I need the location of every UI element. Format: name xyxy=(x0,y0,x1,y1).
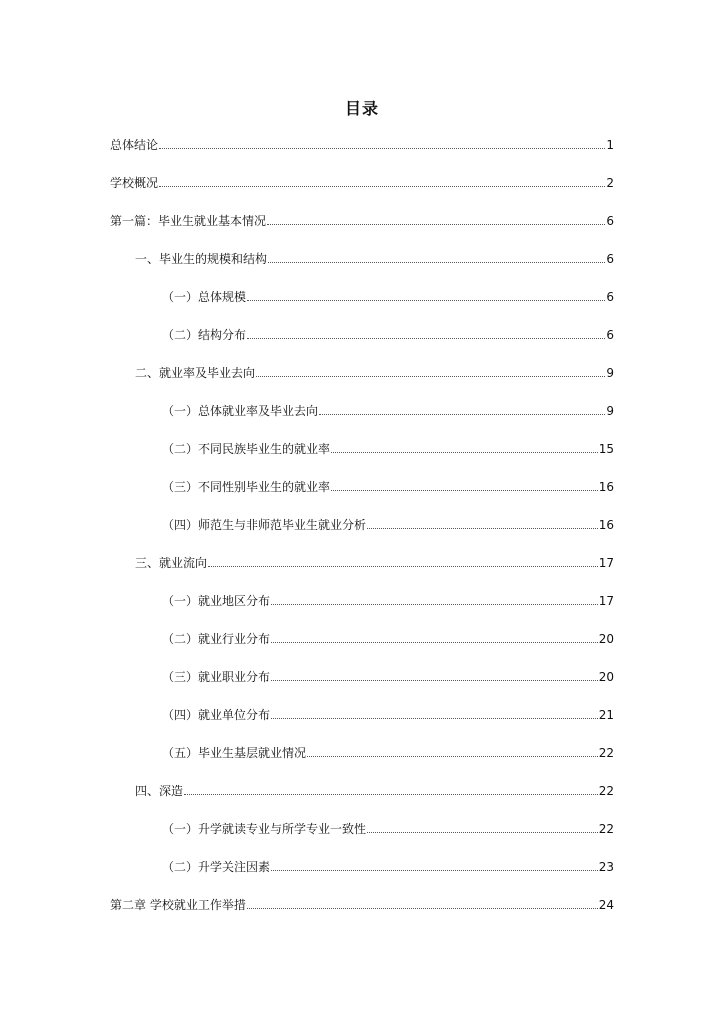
toc-entry-page-number: 6 xyxy=(606,290,614,304)
toc-dot-leader xyxy=(208,566,598,567)
toc-entry-page-number: 20 xyxy=(598,670,614,684)
toc-dot-leader xyxy=(307,756,598,757)
toc-entry-page-number: 15 xyxy=(598,442,614,456)
toc-dot-leader xyxy=(256,376,605,377)
toc-entry[interactable] xyxy=(162,668,614,686)
toc-entry[interactable] xyxy=(162,592,614,610)
toc-entry[interactable] xyxy=(162,706,614,724)
toc-dot-leader xyxy=(159,148,605,149)
toc-entry-label: （五）毕业生基层就业情况 xyxy=(162,746,307,760)
toc-entry[interactable] xyxy=(162,858,614,876)
toc-entry-label: （四）就业单位分布 xyxy=(162,708,271,722)
toc-dot-leader xyxy=(271,680,598,681)
toc-dot-leader xyxy=(159,186,605,187)
toc-dot-leader xyxy=(271,718,598,719)
toc-dot-leader xyxy=(247,908,598,909)
toc-dot-leader xyxy=(267,224,605,225)
toc-entry-label: （三）不同性别毕业生的就业率 xyxy=(162,480,331,494)
toc-entry[interactable] xyxy=(110,896,614,914)
toc-entry-label: （三）就业职业分布 xyxy=(162,670,271,684)
toc-entry[interactable] xyxy=(162,288,614,306)
toc-entry[interactable] xyxy=(162,402,614,420)
toc-entry[interactable] xyxy=(110,136,614,154)
toc-entry[interactable] xyxy=(135,364,614,382)
toc-dot-leader xyxy=(247,300,605,301)
toc-entry-page-number: 22 xyxy=(598,784,614,798)
toc-entry-label: 总体结论 xyxy=(110,138,159,152)
toc-title: 目录 xyxy=(344,99,379,118)
toc-entry-page-number: 6 xyxy=(606,328,614,342)
toc-entry-page-number: 2 xyxy=(606,176,614,190)
toc-dot-leader xyxy=(271,642,598,643)
toc-dot-leader xyxy=(184,794,598,795)
toc-entry-page-number: 9 xyxy=(606,404,614,418)
toc-entry[interactable] xyxy=(135,250,614,268)
toc-entry-label: （二）不同民族毕业生的就业率 xyxy=(162,442,331,456)
toc-entry-page-number: 1 xyxy=(606,138,614,152)
toc-entry[interactable] xyxy=(162,478,614,496)
toc-entry-label: （一）就业地区分布 xyxy=(162,594,271,608)
toc-entry-label: 第一篇：毕业生就业基本情况 xyxy=(110,214,267,228)
toc-entry[interactable] xyxy=(110,174,614,192)
toc-entry[interactable] xyxy=(162,440,614,458)
toc-entry[interactable] xyxy=(162,630,614,648)
toc-entry-page-number: 21 xyxy=(598,708,614,722)
toc-entry-page-number: 22 xyxy=(598,746,614,760)
toc-dot-leader xyxy=(271,870,598,871)
toc-dot-leader xyxy=(331,452,598,453)
toc-entry-label: （一）升学就读专业与所学专业一致性 xyxy=(162,822,367,836)
toc-dot-leader xyxy=(247,338,605,339)
toc-entry[interactable] xyxy=(135,782,614,800)
toc-entry[interactable] xyxy=(162,516,614,534)
toc-dot-leader xyxy=(319,414,605,415)
toc-entry-page-number: 20 xyxy=(598,632,614,646)
toc-dot-leader xyxy=(331,490,598,491)
toc-entry-page-number: 16 xyxy=(598,518,614,532)
toc-entry[interactable] xyxy=(135,554,614,572)
toc-dot-leader xyxy=(271,604,598,605)
toc-entry-label: （二）升学关注因素 xyxy=(162,860,271,874)
toc-entry-page-number: 6 xyxy=(606,252,614,266)
toc-entry-label: 一、毕业生的规模和结构 xyxy=(135,252,268,266)
toc-entry[interactable] xyxy=(110,212,614,230)
toc-entry-label: 四、深造 xyxy=(135,784,184,798)
toc-entry-page-number: 24 xyxy=(598,898,614,912)
toc-dot-leader xyxy=(367,832,598,833)
toc-entry-page-number: 9 xyxy=(606,366,614,380)
toc-entry-label: （一）总体就业率及毕业去向 xyxy=(162,404,319,418)
toc-entry[interactable] xyxy=(162,820,614,838)
toc-entry-page-number: 17 xyxy=(598,594,614,608)
toc-dot-leader xyxy=(268,262,605,263)
toc-entry-label: （一）总体规模 xyxy=(162,290,247,304)
toc-dot-leader xyxy=(367,528,598,529)
toc-entry-label: 三、就业流向 xyxy=(135,556,208,570)
toc-entry-label: 学校概况 xyxy=(110,176,159,190)
toc-entry-page-number: 17 xyxy=(598,556,614,570)
toc-entry[interactable] xyxy=(162,326,614,344)
toc-entry[interactable] xyxy=(162,744,614,762)
toc-entry-label: 第二章 学校就业工作举措 xyxy=(110,898,246,912)
toc-entry-label: （四）师范生与非师范毕业生就业分析 xyxy=(162,518,367,532)
toc-entry-page-number: 22 xyxy=(598,822,614,836)
toc-entry-label: （二）就业行业分布 xyxy=(162,632,271,646)
toc-entry-page-number: 23 xyxy=(598,860,614,874)
toc-entry-page-number: 6 xyxy=(606,214,614,228)
toc-entry-page-number: 16 xyxy=(598,480,614,494)
toc-entry-label: （二）结构分布 xyxy=(162,328,247,342)
toc-entry-label: 二、就业率及毕业去向 xyxy=(135,366,256,380)
